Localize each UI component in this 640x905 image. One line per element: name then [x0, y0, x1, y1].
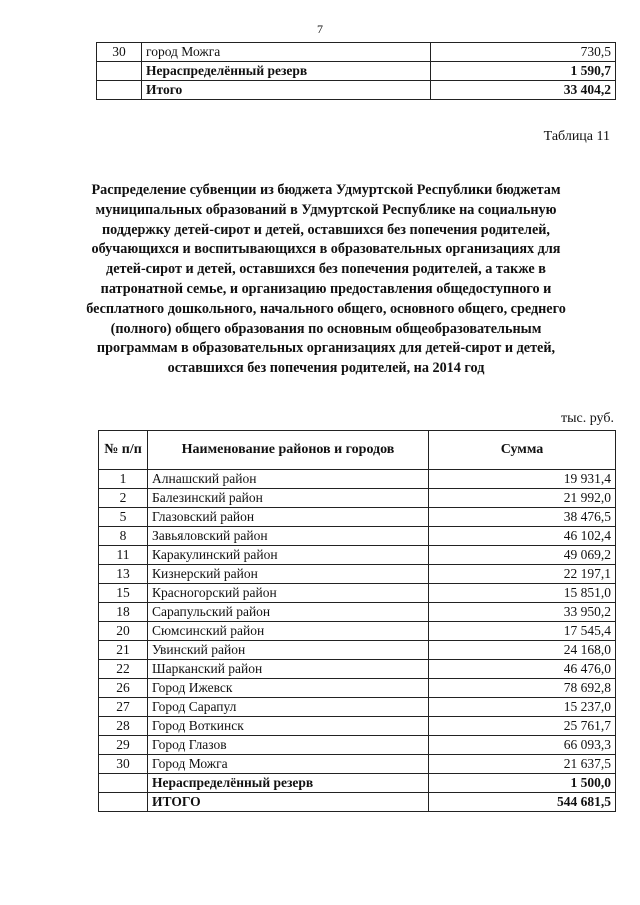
units-label: тыс. руб. — [561, 411, 614, 426]
row-number: 21 — [99, 641, 148, 660]
row-number: 5 — [99, 508, 148, 527]
row-number: 28 — [99, 717, 148, 736]
row-number: 13 — [99, 565, 148, 584]
total-row — [99, 793, 616, 812]
row-name: Шарканский район — [148, 660, 429, 679]
previous-table-tail — [96, 42, 616, 100]
row-number: 30 — [97, 43, 142, 62]
row-value: 46 102,4 — [429, 527, 616, 546]
table-row — [99, 470, 616, 489]
header-row — [99, 431, 616, 470]
row-name: Город Глазов — [148, 736, 429, 755]
table-row — [99, 584, 616, 603]
header-name: Наименование районов и городов — [148, 431, 429, 470]
row-value: 1 590,7 — [431, 62, 616, 81]
header-sum: Сумма — [429, 431, 616, 470]
table-row — [99, 622, 616, 641]
table-row — [99, 546, 616, 565]
table-body — [99, 470, 616, 774]
previous-table-body — [97, 43, 616, 100]
total-label: ИТОГО — [148, 793, 429, 812]
table-row — [99, 527, 616, 546]
reserve-row — [99, 774, 616, 793]
table-row — [97, 62, 616, 81]
table-row — [99, 489, 616, 508]
row-number: 18 — [99, 603, 148, 622]
row-name: Город Ижевск — [148, 679, 429, 698]
row-value: 33 950,2 — [429, 603, 616, 622]
table-row — [99, 660, 616, 679]
table-title: Распределение субвенции из бюджета Удмуртской Республики бюджетам муниципальных образований в Удмуртской Республике на социальную поддержку детей-сирот и детей, оставшихся без попечения родителей, обучающихся и воспитывающихся в образовательных организациях для детей-сирот и детей, оставшихся без попечения родителей, а также в патронатной семье, и организацию предоставления общедоступного и бесплатного дошкольного, начального общего, основного общего, среднего (полного) общего образования по основным общеобразовательным программам в образовательных организациях для детей-сирот и детей, оставшихся без попечения родителей, на 2014 год — [86, 182, 566, 377]
row-number: 1 — [99, 470, 148, 489]
table-row — [99, 508, 616, 527]
row-name: город Можга — [142, 43, 431, 62]
table-row — [99, 698, 616, 717]
row-name: Кизнерский район — [148, 565, 429, 584]
row-value: 46 476,0 — [429, 660, 616, 679]
reserve-number — [99, 774, 148, 793]
row-number: 2 — [99, 489, 148, 508]
table-row — [97, 81, 616, 100]
row-value: 15 237,0 — [429, 698, 616, 717]
row-number: 30 — [99, 755, 148, 774]
row-value: 17 545,4 — [429, 622, 616, 641]
row-name: Нераспределённый резерв — [142, 62, 431, 81]
row-name: Алнашский район — [148, 470, 429, 489]
row-number: 26 — [99, 679, 148, 698]
row-name: Завьяловский район — [148, 527, 429, 546]
row-name: Итого — [142, 81, 431, 100]
table-row — [99, 565, 616, 584]
table-row — [99, 679, 616, 698]
row-value: 66 093,3 — [429, 736, 616, 755]
row-value: 38 476,5 — [429, 508, 616, 527]
table-header — [99, 431, 616, 470]
row-name: Каракулинский район — [148, 546, 429, 565]
row-value: 21 992,0 — [429, 489, 616, 508]
row-name: Город Можга — [148, 755, 429, 774]
row-number: 8 — [99, 527, 148, 546]
row-name: Глазовский район — [148, 508, 429, 527]
table-caption: Таблица 11 — [543, 129, 610, 144]
header-number: № п/п — [99, 431, 148, 470]
row-value: 25 761,7 — [429, 717, 616, 736]
total-number — [99, 793, 148, 812]
table-row — [99, 603, 616, 622]
table-row — [99, 755, 616, 774]
total-value: 544 681,5 — [429, 793, 616, 812]
row-name: Сарапульский район — [148, 603, 429, 622]
row-name: Город Сарапул — [148, 698, 429, 717]
row-number — [97, 81, 142, 100]
row-value: 49 069,2 — [429, 546, 616, 565]
row-number: 22 — [99, 660, 148, 679]
row-number: 29 — [99, 736, 148, 755]
row-value: 15 851,0 — [429, 584, 616, 603]
row-number: 11 — [99, 546, 148, 565]
row-name: Город Воткинск — [148, 717, 429, 736]
row-value: 22 197,1 — [429, 565, 616, 584]
table-row — [99, 641, 616, 660]
row-value: 730,5 — [431, 43, 616, 62]
row-value: 33 404,2 — [431, 81, 616, 100]
table-row — [97, 43, 616, 62]
row-name: Сюмсинский район — [148, 622, 429, 641]
row-value: 24 168,0 — [429, 641, 616, 660]
row-number: 27 — [99, 698, 148, 717]
table-footer — [99, 774, 616, 812]
table-row — [99, 717, 616, 736]
table-row — [99, 736, 616, 755]
reserve-label: Нераспределённый резерв — [148, 774, 429, 793]
row-number: 20 — [99, 622, 148, 641]
row-name: Балезинский район — [148, 489, 429, 508]
row-value: 78 692,8 — [429, 679, 616, 698]
row-number — [97, 62, 142, 81]
row-number: 15 — [99, 584, 148, 603]
page-number: 7 — [317, 22, 323, 36]
row-value: 19 931,4 — [429, 470, 616, 489]
reserve-value: 1 500,0 — [429, 774, 616, 793]
row-value: 21 637,5 — [429, 755, 616, 774]
row-name: Увинский район — [148, 641, 429, 660]
subvention-table — [98, 430, 616, 812]
row-name: Красногорский район — [148, 584, 429, 603]
